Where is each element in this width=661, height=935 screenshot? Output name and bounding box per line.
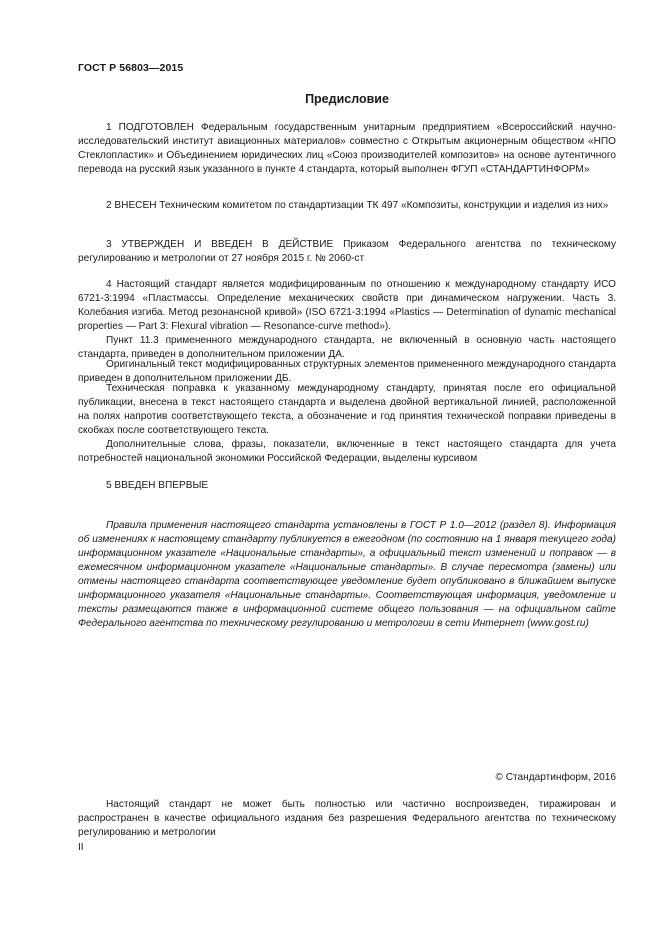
copyright: © Стандартинформ, 2016 bbox=[495, 772, 616, 783]
item-4-clause-note: Пункт 11.3 примененного международного стандарта, не включенный в основную часть настоящего стандарта, приведен в дополнительном приложении ДА. bbox=[78, 335, 616, 360]
item-4-correction-note: Техническая поправка к указанному международному стандарту, принятая после его официальной публикации, внесена в текст настоящего стандарта и выделена двойной вертикальной линией, расположенной на полях напротив соответствующего текста, а обозначение и год принятия технической поправки приведены в скобках после соответствующего текста. bbox=[78, 383, 616, 436]
item-5-introduced: 5 ВВЕДЕН ВПЕРВЫЕ bbox=[106, 480, 209, 491]
item-4-modified: 4 Настоящий стандарт является модифицированным по отношению к международному стандарту ИСО 6721-3:1994 «Пластмассы. Определение механических свойств при динамическом нагружении. Часть 3. Колебания изгиба. Метод резонансной кривой» (ISO 6721-3:1994 «Plastics — Determination of dynamic mechanical properties — Part 3: Flexural vibration — Resonance-curve method»). bbox=[78, 279, 616, 332]
item-4-original-text-note: Оригинальный текст модифицированных структурных элементов примененного международного стандарта приведен в дополнительном приложении ДБ. bbox=[78, 359, 616, 384]
item-2-submitted: 2 ВНЕСЕН Техническим комитетом по стандартизации ТК 497 «Композиты, конструкции и изделия из них» bbox=[106, 200, 609, 211]
item-3-approved: 3 УТВЕРЖДЕН И ВВЕДЕН В ДЕЙСТВИЕ Приказом Федерального агентства по техническому регулированию и метрологии от 27 ноября 2015 г. № 2060-ст bbox=[78, 239, 616, 264]
reproduction-notice: Настоящий стандарт не может быть полностью или частично воспроизведен, тиражирован и распространен в качестве официального издания без разрешения Федерального агентства по техническому регулированию и метрологии bbox=[78, 799, 616, 838]
item-1-prepared: 1 ПОДГОТОВЛЕН Федеральным государственным унитарным предприятием «Всероссийский научно-исследовательский институт авиационных материалов» совместно с Открытым акционерным обществом «НПО Стеклопластик» и Объединением юридических лиц «Союз производителей композитов» на основе аутентичного перевода на русский язык указанного в пункте 4 стандарта, который выполнен ФГУП «СТАНДАРТИНФОРМ» bbox=[78, 122, 616, 175]
standard-code: ГОСТ Р 56803—2015 bbox=[78, 62, 184, 74]
document-page bbox=[78, 0, 616, 935]
item-4-italic-note: Дополнительные слова, фразы, показатели, включенные в текст настоящего стандарта для учета потребностей национальной экономики Российской Федерации, выделены курсивом bbox=[78, 439, 616, 464]
page-title: Предисловие bbox=[305, 92, 389, 106]
rules-of-application: Правила применения настоящего стандарта установлены в ГОСТ Р 1.0—2012 (раздел 8). Информация об изменениях к настоящему стандарту публикуется в ежегодном (по состоянию на 1 января текущего года) информационном указателе «Национальные стандарты», а официальный текст изменений и поправок — в ежемесячном информационном указателе «Национальные стандарты». В случае пересмотра (замены) или отмены настоящего стандарта соответствующее уведомление будет опубликовано в ближайшем выпуске информационного указателя «Национальные стандарты». Соответствующая информация, уведомление и тексты размещаются также в информационной системе общего пользования — на официальном сайте Федерального агентства по техническому регулированию и метрологии в сети Интернет (www.gost.ru) bbox=[78, 520, 616, 629]
page-number: II bbox=[78, 842, 84, 853]
